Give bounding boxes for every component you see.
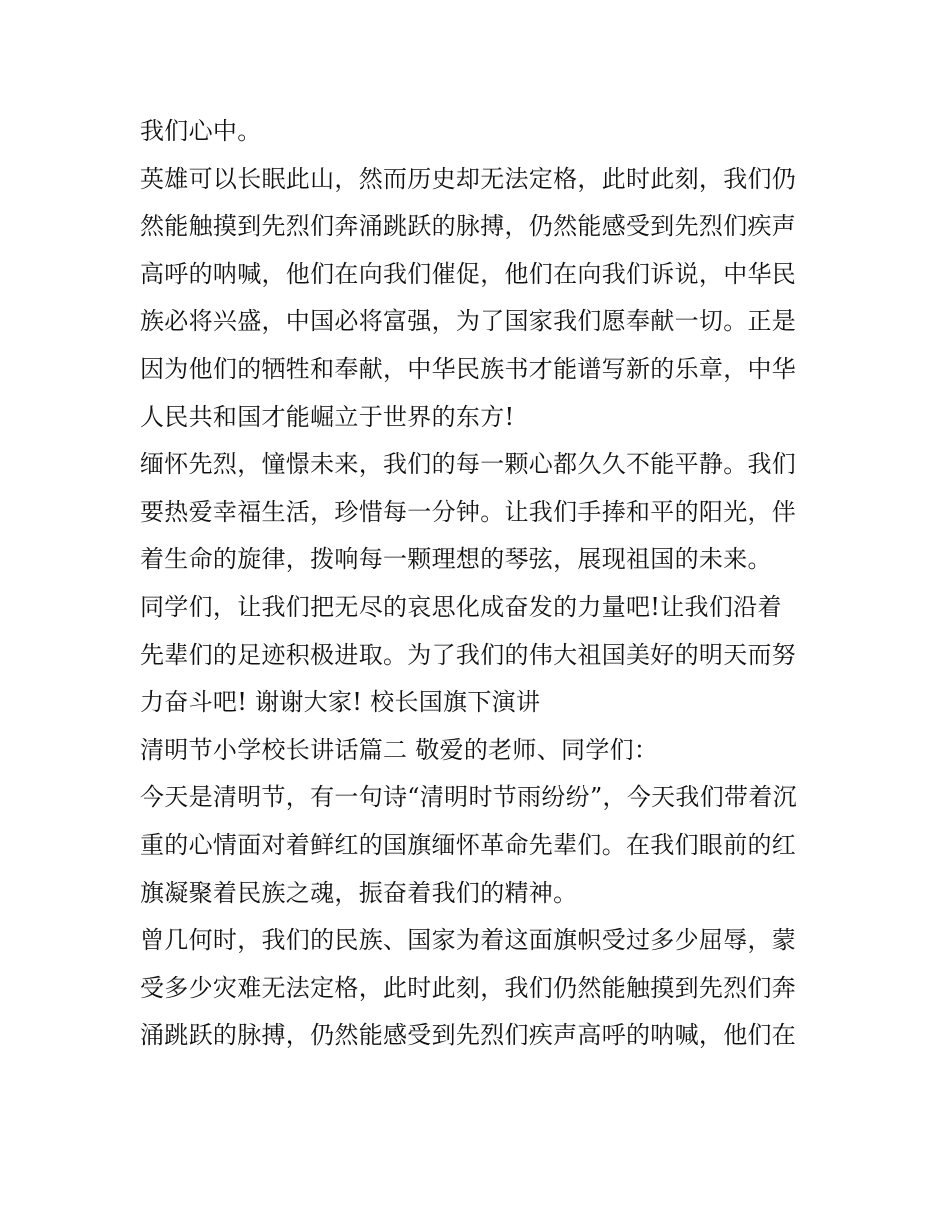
- text-line: 先辈们的足迹积极进取。为了我们的伟大祖国美好的明天而努: [140, 640, 797, 669]
- text-line: 因为他们的牺牲和奉献，中华民族书才能谱写新的乐章，中华: [140, 354, 797, 383]
- text-line: 我们心中。: [140, 117, 262, 145]
- text-line: 高呼的呐喊，他们在向我们催促，他们在向我们诉说，中华民: [140, 259, 797, 288]
- text-line: 族必将兴盛，中国必将富强，为了国家我们愿奉献一切。正是: [140, 307, 797, 336]
- text-line: 同学们，让我们把无尽的哀思化成奋发的力量吧!让我们沿着: [140, 592, 782, 621]
- text-line: 要热爱幸福生活，珍惜每一分钟。让我们手捧和平的阳光，伴: [140, 497, 797, 526]
- section-heading-line: 清明节小学校长讲话篇二 敬爱的老师、同学们：: [140, 735, 659, 764]
- text-line: 缅怀先烈，憧憬未来，我们的每一颗心都久久不能平静。我们: [140, 450, 797, 479]
- text-line: 力奋斗吧! 谢谢大家! 校长国旗下演讲: [140, 688, 541, 717]
- text-line: 着生命的旋律，拨响每一颗理想的琴弦，展现祖国的未来。: [140, 545, 772, 574]
- document-body: [140, 108, 820, 1060]
- text-line: 重的心情面对着鲜红的国旗缅怀革命先辈们。在我们眼前的红: [140, 830, 797, 859]
- text-line: 受多少灾难无法定格，此时此刻，我们仍然能触摸到先烈们奔: [140, 973, 797, 1002]
- text-line: 涌跳跃的脉搏，仍然能感受到先烈们疾声高呼的呐喊，他们在: [140, 1021, 797, 1050]
- text-line: 然能触摸到先烈们奔涌跳跃的脉搏，仍然能感受到先烈们疾声: [140, 212, 797, 241]
- text-line: 今天是清明节，有一句诗“清明时节雨纷纷”，今天我们带着沉: [140, 783, 797, 812]
- text-line: 英雄可以长眠此山，然而历史却无法定格，此时此刻，我们仍: [140, 164, 797, 193]
- text-line: 旗凝聚着民族之魂，振奋着我们的精神。: [140, 878, 578, 907]
- text-line: 人民共和国才能崛立于世界的东方!: [140, 402, 515, 431]
- text-line: 曾几何时，我们的民族、国家为着这面旗帜受过多少屈辱，蒙: [140, 926, 797, 955]
